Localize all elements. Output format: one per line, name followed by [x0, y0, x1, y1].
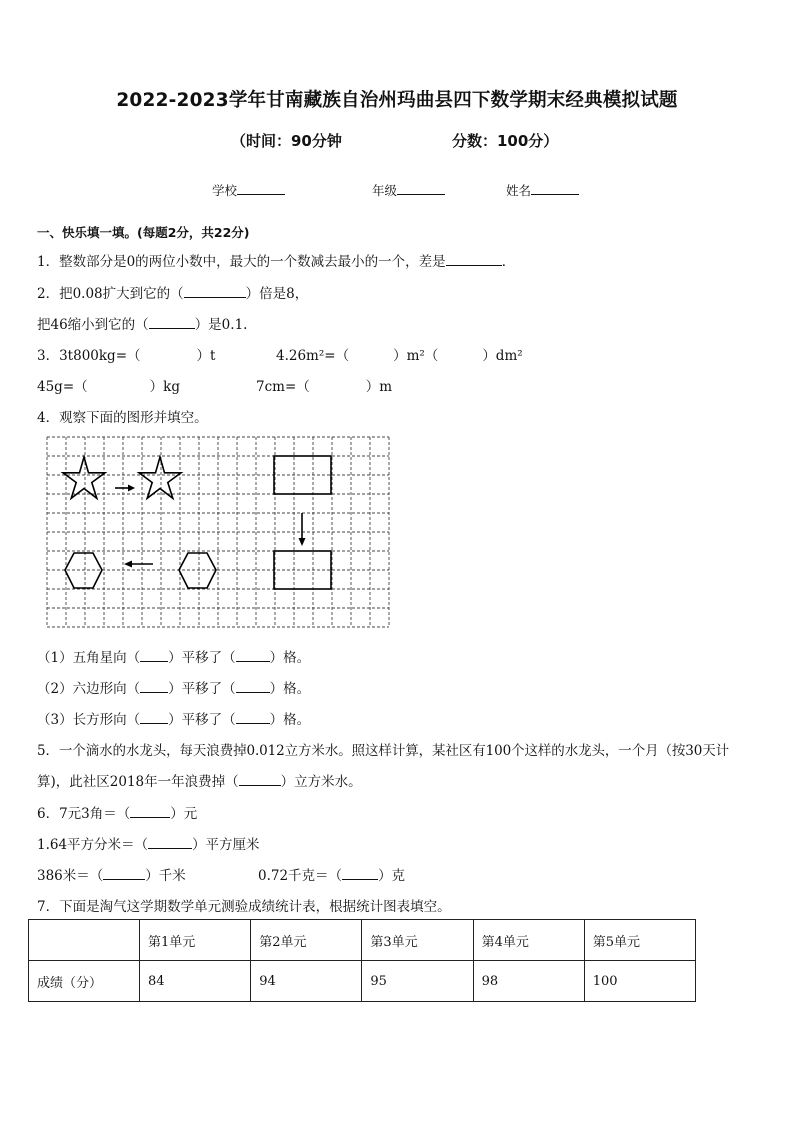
q2-line2-a: 把46缩小到它的（	[37, 317, 149, 333]
q3-d2: ）m	[365, 379, 393, 395]
page-title: 2022-2023学年甘南藏族自治州玛曲县四下数学期末经典模拟试题	[116, 90, 678, 111]
q2-line1-a: 2．把0.08扩大到它的（	[37, 286, 184, 302]
q3-a1: 3．3t800kg=（	[37, 348, 141, 364]
q5-line2-b: ）立方米水。	[280, 774, 362, 790]
q6-blank-b[interactable]	[148, 836, 192, 849]
table-cell: 94	[251, 961, 362, 1002]
question-2-line1	[37, 282, 308, 302]
table-cell: 100	[584, 961, 695, 1002]
name-blank[interactable]	[531, 182, 579, 195]
q2-line2-b: ）是0.1.	[194, 317, 248, 333]
q6-d1: 0.72千克＝（	[258, 868, 343, 884]
q4-s2-b: ）平移了（	[168, 681, 236, 697]
arrow-down-icon	[299, 513, 306, 546]
table-header-row	[29, 920, 696, 961]
translation-grid-figure	[46, 436, 390, 632]
q6-a2: ）元	[170, 806, 198, 822]
hexagon-original-icon	[179, 553, 216, 588]
question-3-b	[276, 344, 523, 364]
table-header-cell: 第2单元	[251, 920, 362, 961]
grid-svg	[46, 436, 390, 628]
q3-c1: 45g=（	[37, 379, 88, 395]
section-heading: 一、快乐填一填。(每题2分，共22分)	[37, 225, 250, 240]
q3-b1: 4.26m²=（	[276, 348, 350, 364]
question-6-a	[37, 802, 197, 822]
q6-blank-a[interactable]	[130, 805, 170, 818]
q4-s3-b: ）平移了（	[168, 712, 236, 728]
question-6-d	[258, 864, 405, 884]
table-header-cell: 第1单元	[140, 920, 251, 961]
exam-time: （时间：90分钟	[231, 132, 342, 150]
arrow-right-icon	[115, 485, 135, 492]
table-header-cell	[29, 920, 140, 961]
question-1	[37, 250, 515, 270]
star-original-icon	[63, 457, 105, 498]
q6-blank-d[interactable]	[342, 867, 378, 880]
grade-field[interactable]	[372, 181, 445, 199]
q4-s3-a: （3）长方形向（	[37, 712, 141, 728]
question-6-c	[37, 864, 186, 884]
q6-b2: ）平方厘米	[192, 837, 260, 853]
school-field[interactable]	[212, 181, 285, 199]
table-cell: 98	[473, 961, 584, 1002]
q3-a2: ）t	[196, 348, 216, 364]
grade-label: 年级	[372, 183, 398, 198]
question-4-sub-3	[37, 708, 310, 728]
q4-s1-c: ）格。	[269, 650, 311, 666]
q1-end: ．	[501, 254, 516, 270]
name-field[interactable]	[506, 181, 579, 199]
grade-blank[interactable]	[397, 182, 445, 195]
q2-blank-2[interactable]	[149, 316, 195, 329]
question-5-line2	[37, 770, 362, 790]
question-5-line1: 5．一个滴水的水龙头，每天浪费掉0.012立方米水。照这样计算，某社区有100个这样的水龙头，一个月（按30天计	[37, 743, 730, 759]
q4-s1-blank-count[interactable]	[236, 649, 270, 662]
hexagon-moved-icon	[65, 553, 102, 588]
q4-s2-c: ）格。	[269, 681, 311, 697]
q3-d1: 7cm=（	[256, 379, 310, 395]
q4-s2-blank-count[interactable]	[236, 680, 270, 693]
q4-s1-a: （1）五角星向（	[37, 650, 141, 666]
table-header-cell: 第5单元	[584, 920, 695, 961]
exam-score: 分数：100分）	[452, 132, 559, 150]
question-4: 4．观察下面的图形并填空。	[37, 410, 208, 426]
table-row	[29, 961, 696, 1002]
q3-b2: ）m²（	[393, 348, 439, 364]
arrow-left-icon	[124, 561, 153, 568]
q3-b3: ）dm²	[482, 348, 523, 364]
table-row-label: 成绩（分）	[29, 961, 140, 1002]
q5-line2-a: 算)，此社区2018年一年浪费掉（	[37, 774, 239, 790]
q2-line1-b: ）倍是8，	[245, 286, 309, 302]
q6-c2: ）千米	[145, 868, 186, 884]
name-label: 姓名	[506, 183, 532, 198]
grid-lines	[47, 437, 389, 627]
table-cell: 95	[362, 961, 473, 1002]
question-7: 7．下面是淘气这学期数学单元测验成绩统计表，根据统计图表填空。	[37, 899, 451, 915]
question-2-line2	[37, 313, 247, 333]
table-header-cell: 第3单元	[362, 920, 473, 961]
question-4-sub-1	[37, 646, 310, 666]
question-3-a	[37, 344, 215, 364]
q6-a1: 6．7元3角＝（	[37, 806, 131, 822]
q4-s3-blank-direction[interactable]	[140, 711, 168, 724]
q4-s1-blank-direction[interactable]	[140, 649, 168, 662]
question-3-d	[256, 375, 392, 395]
q2-blank-1[interactable]	[184, 285, 246, 298]
question-3-c	[37, 375, 180, 395]
q6-c1: 386米＝（	[37, 868, 104, 884]
q3-c2: ）kg	[149, 379, 180, 395]
q1-blank[interactable]	[446, 253, 502, 266]
q4-s2-blank-direction[interactable]	[140, 680, 168, 693]
q4-s1-b: ）平移了（	[168, 650, 236, 666]
q6-d2: ）克	[378, 868, 406, 884]
score-table	[28, 919, 696, 1002]
school-blank[interactable]	[237, 182, 285, 195]
q5-blank[interactable]	[239, 773, 281, 786]
q1-text: 1．整数部分是0的两位小数中，最大的一个数减去最小的一个，差是	[37, 254, 446, 270]
star-moved-icon	[139, 457, 181, 498]
q4-s3-c: ）格。	[269, 712, 311, 728]
school-label: 学校	[212, 183, 238, 198]
table-cell: 84	[140, 961, 251, 1002]
question-4-sub-2	[37, 677, 310, 697]
q6-blank-c[interactable]	[103, 867, 145, 880]
q6-b1: 1.64平方分米＝（	[37, 837, 149, 853]
q4-s3-blank-count[interactable]	[236, 711, 270, 724]
q4-s2-a: （2）六边形向（	[37, 681, 141, 697]
question-6-b	[37, 833, 260, 853]
table-header-cell: 第4单元	[473, 920, 584, 961]
